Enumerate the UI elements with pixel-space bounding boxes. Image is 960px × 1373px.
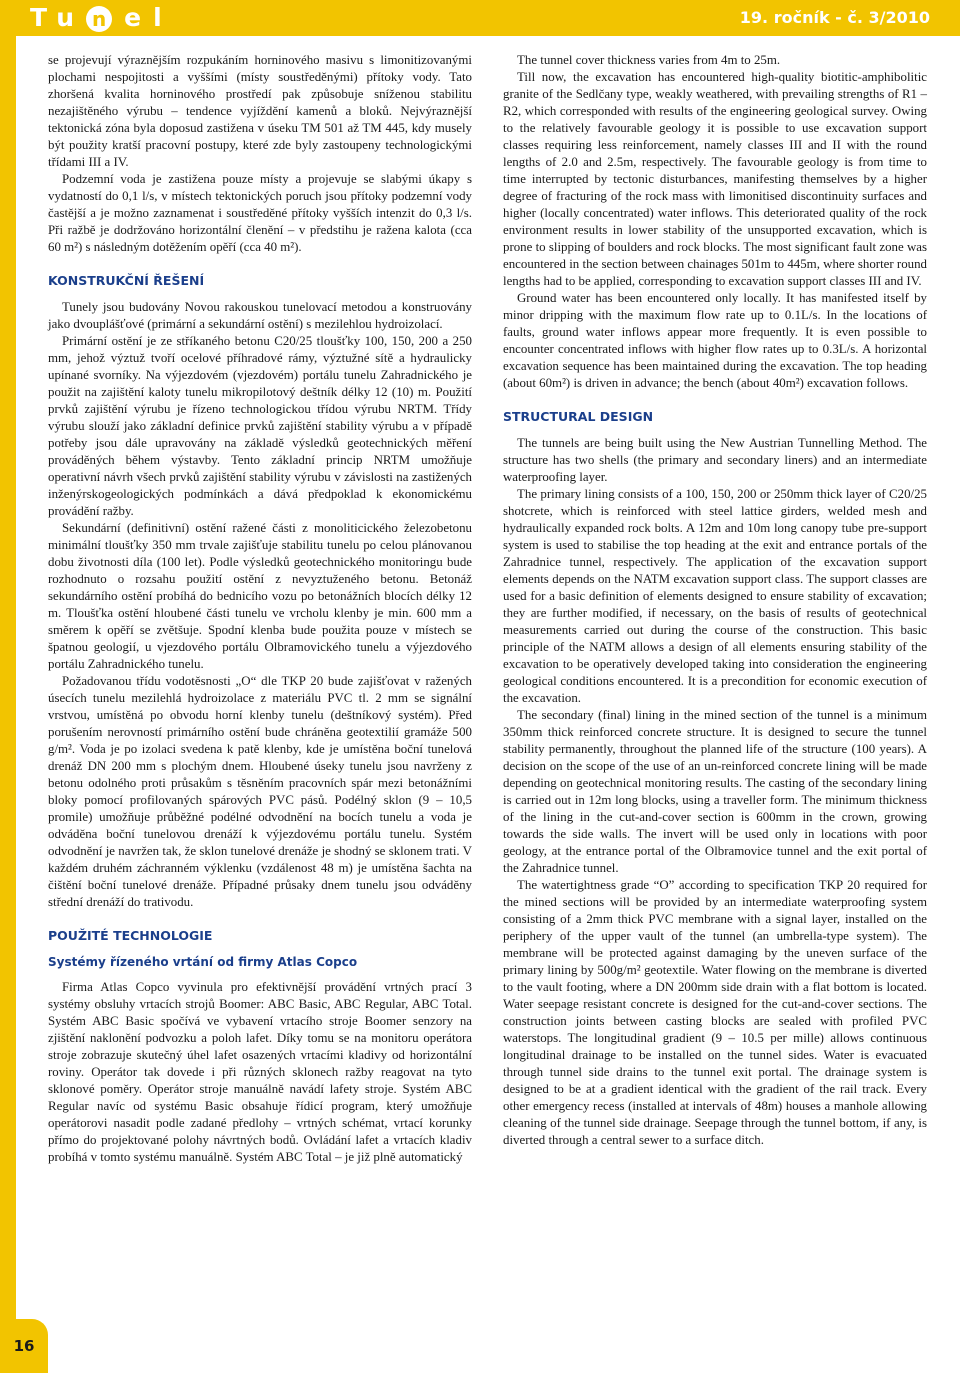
tunel-logo: [30, 2, 174, 34]
paragraph: Tunely jsou budovány Novou rakouskou tunelovací metodou a konstruovány jako dvouplášťové (primární a sekundární ostění) s mezilehlou hydroizolací.: [48, 300, 472, 331]
paragraph: Till now, the excavation has encountered high-quality biotitic-amphibolitic granite of the Sedlčany type, weakly weathered, with prevailing strengths of R1 – R2, which corresponded with results of the engineering geological survey. Owing to the relatively favourable geology it is possible to use excavation support classes requiring less reinforcement, namely classes III and II with the round lengths of 2.0 and 2.5m, respectively. The favourable geology is from time to time interrupted by tectonic disturbances, manifesting themselves by a higher degree of fracturing of the rock mass with limonitised discontinuity surfaces and higher (locally concentrated) water inflows. This deteriorated quality of the rock environment results in lower stability of the unsupported excavation, which is prone to slipping of boulders and rock blocks. The most significant fault zone was encountered in the section between chainages 501m to 445m, where shorter round lengths had to be applied, corresponding to excavation support classes III and IV.: [503, 70, 927, 288]
english-column: [503, 52, 927, 1149]
paragraph: Ground water has been encountered only locally. It has manifested itself by minor dripping with the maximum flow rate up to 0.1L/s. In the locations of faults, ground water inflows appear more frequently. It is even possible to encounter concentrated inflows with higher flow rates up to 0.3L/s. A horizontal excavation sequence has been maintained during the excavation. The top heading (about 60m²) is driven in advance; the bench (about 40m²) excavation follows.: [503, 291, 927, 390]
paragraph: The secondary (final) lining in the mined section of the tunnel is a minimum 350mm thick reinforced concrete structure. It is designed to secure the tunnel stability permanently, throughout the planned life of the structure (100 years). A decision on the scope of the use of an un-reinforced concrete lining will be made depending on geotechnical monitoring results. The casting of the secondary lining is carried out in 12m long blocks, using a traveller form. The minimum thickness of the lining in the cut-and-cover section is 600mm in the crown, growing towards the side walls. The invert will be used only in locations with poor geology, at the entrance portal of the Olbramovice tunnel and the exit portal of the Zahradnice tunnel.: [503, 708, 927, 875]
section-heading-structural: STRUCTURAL DESIGN: [503, 409, 654, 424]
page-number: 16: [0, 1319, 48, 1373]
side-stripe: [0, 36, 16, 1319]
section-heading-technology: POUŽITÉ TECHNOLOGIE: [48, 928, 213, 943]
paragraph: Primární ostění je ze stříkaného betonu C20/25 tloušťky 100, 150, 200 a 250 mm, jehož výztuž tvoří ocelové příhradové rámy, výztužné sítě a hydraulicky upínané svorníky. Na výjezdovém (vjezdovém) portálu tunelu Zahradnického je použit na zajištění kaloty tunelu mikropilotový deštník délky 12 (10) m. Použití prvků zajištění výrubu je řízeno technologickou třídou výrubu NRTM. Třídy výrubu slouží jako základní definice prvků zajištění stability výrubu a v případě potřeby jsou dále upravovány na základě výsledků geotechnických měření prováděných během výstavby. Tento základní princip NRTM umožňuje operativní návrh všech prvků zajištění stability výrubu v závislosti na zastižených inženýrskogeologických podmínkách a dává předpoklad k ekonomickému provádění ražby.: [48, 334, 472, 518]
paragraph: The tunnels are being built using the New Austrian Tunnelling Method. The structure has two shells (the primary and secondary liners) and an intermediate waterproofing layer.: [503, 436, 927, 484]
logo-lead: Tu: [30, 3, 87, 32]
logo-accent: n: [86, 6, 112, 32]
paragraph: Podzemní voda je zastižena pouze místy a projevuje se slabými úkapy s vydatností do 0,1 l/s, v místech tektonických poruch jsou přítoky podzemní vody častější a je možno zaznamenat i soustředěné přítoky vyšších intenzit do 0,3 l/s. Při ražbě je dodržováno horizontální členění – v předstihu je ražena kalota (cca 60 m²) s následným dotěžením opěří (cca 40 m²).: [48, 172, 472, 254]
header-bar: [0, 0, 960, 36]
logo-tail: el: [124, 3, 174, 32]
czech-column: [48, 52, 472, 1166]
paragraph: Požadovanou třídu vodotěsnosti „O“ dle TKP 20 bude zajišťovat v ražených úsecích tunelu mezilehlá hydroizolace z materiálu PVC tl. 2 mm se signální vrstvou, umístěná po obvodu horní klenby tunelu (deštníkový systém). Před porušením nerovností primárního ostění bude chráněna geotextilií gramáže 500 g/m². Voda je po izolaci svedena k patě klenby, kde je umístěna boční tunelová drenáž DN 200 mm s plochým dnem. Hloubené úseky tunelu jsou navrženy z betonu odolného proti průsakům s těsněním pracovních spár mezi betonážními bloky pomocí profilovaných spárových PVC pásů. Podélný sklon (9 – 10,5 promile) umožňuje průběžné podélné odvodnění na bocích tunelu a voda je odváděna boční tunelovou drenáží k výjezdovému portálu tunelu. Systém odvodnění je navržen tak, že sklon tunelové drenáže je shodný se sklonem trati. V každém druhém záchranném výklenku (vzdálenost 48 m) je umístěna šachta na čištění boční tunelové drenáže. Případné průsaky dnem tunelu jsou odváděny střední drenáží do trativodu.: [48, 674, 472, 909]
issue-label: 19. ročník - č. 3/2010: [739, 8, 930, 27]
paragraph: The tunnel cover thickness varies from 4m to 25m.: [517, 53, 781, 67]
subsection-heading-drilling: Systémy řízeného vrtání od firmy Atlas Copco: [48, 955, 358, 969]
paragraph: The watertightness grade “O” according to specification TKP 20 required for the mined sections will be provided by an intermediate waterproofing system consisting of a 2mm thick PVC membrane with a signal layer, installed on the periphery of the upper vault of the tunnel (an umbrella-type system). The membrane will be protected against damaging by the uneven surface of the primary lining by 500g/m² geotextile. Water flowing on the membrane is diverted to the vault footing, where a DN 200mm side drain with a flat bottom is located. Water seepage resistant concrete is designed for the cut-and-cover sections. The construction joints between casting blocks are sealed with profiled PVC waterstops. The longitudinal gradient (9 – 10.5 per mille) allows continuous longitudinal drainage to be installed on the tunnel sides. Water is evacuated through tunnel side drains to the tunnel exit portal. The drainage system is designed to be at a gradient identical with the gradient of the rail track. Every other emergency recess (installed at intervals of 48m) houses a manhole allowing cleaning of the tunnel side drainage. Seepage through the tunnel bottom, if any, is diverted through a central sewer to a surface ditch.: [503, 878, 927, 1147]
paragraph: Firma Atlas Copco vyvinula pro efektivnější provádění vrtných prací 3 systémy obsluhy vrtacích strojů Boomer: ABC Basic, ABC Regular, ABC Total. Systém ABC Basic spočívá ve vybavení vrtacího stroje Boomer senzory na zjištění naklonění podvozku a poloh lafet. Díky tomu se na monitoru operátora stroje zobrazuje skutečný úhel lafet osazených vrtacími kladivy od horizontální roviny. Operátor tak dovede i při různých sklonech ražby reagovat na tyto sklonové poměry. Operátor stroje manuálně navádí lafety stroje. Systém ABC Regular navíc od systému Basic obsahuje řídicí program, který umožňuje operátorovi nasadit podle zadané předlohy – vrtných schémat, vrtací korunky přímo do projektované polohy návrtných bodů. Ovládání lafet a vrtacích kladiv probíhá v tomto systému manuálně. Systém ABC Total – je již plně automatický: [48, 980, 472, 1164]
paragraph: Sekundární (definitivní) ostění ražené části z monoliticického železobetonu minimální tloušťky 350 mm trvale zajišťuje stabilitu tunelu po celou plánovanou dobu životnosti díla (100 let). Podle výsledků geotechnického monitoringu bude rozhodnuto o rozsahu použití ostění z nevyztuženého betonu. Betonáž sekundárního ostění probíhá do bednicího vozu po betonážních blocích délky 12 m. Tloušťka ostění hloubené části tunelu ve vrcholu klenby je min. 600 mm a směrem k opěří se zvětšuje. Spodní klenba bude použita pouze v místech se špatnou geologií, u vjezdového portálu Olbramovického tunelu a výjezdového portálu Zahradnického tunelu.: [48, 521, 472, 671]
section-heading-construction: KONSTRUKČNÍ ŘEŠENÍ: [48, 273, 205, 288]
paragraph: The primary lining consists of a 100, 150, 200 or 250mm thick layer of C20/25 shotcrete, which is reinforced with steel lattice girders, welded mesh and hydraulically expanded rock bolts. A 12m and 10m long canopy tube pre-support system is used to stabilise the top heading at the exit and entrance portals of the Zahradnice tunnel, respectively. The application of the excavation support elements depends on the NATM excavation support class. The support classes are used for a basic definition of elements designed to ensure stability of excavation; they are further modified, if necessary, on the basis of results of geotechnical measurements carried out during the course of the construction. This basic principle of the NATM allows a design of all elements ensuring stability of the excavation to be operatively developed taking into consideration the engineering geological conditions encountered. It is a precondition for economic execution of the excavation.: [503, 487, 927, 705]
paragraph: se projevují výraznějším rozpukáním horninového masivu s limonitizovanými plochami nespojitosti a vyššími (místy soustředěnými) přítoky vody. Tato zhoršená kvalita horninového prostředí pak způsobuje sníženou stabilitu nezajištěného výrubu – tendence vyjíždění kamenů a bloků. Nejvýraznější tektonická zóna byla doposud zastižena v úseku TM 501 až TM 445, kdy musely být použity kratší pracovní postupy, které zde byly zastoupeny technologickými třídami III a IV.: [48, 53, 472, 169]
